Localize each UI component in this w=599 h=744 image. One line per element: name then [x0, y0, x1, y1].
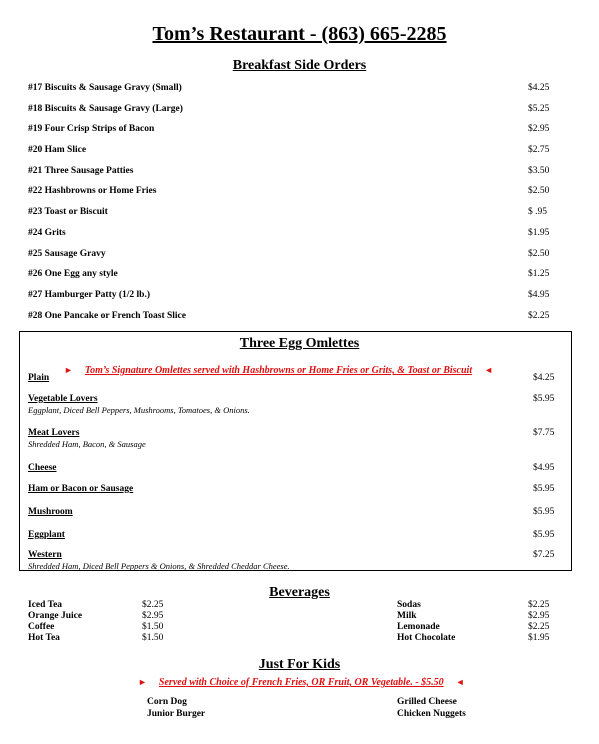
beverage-name: Milk [397, 611, 417, 621]
menu-item-price: $2.25 [528, 311, 550, 321]
omelette-price: $5.95 [533, 530, 555, 540]
menu-item-name: #25 Sausage Gravy [28, 249, 106, 259]
omelette-name: Plain [28, 373, 50, 383]
omelette-price: $5.95 [533, 394, 555, 404]
omelette-name: Mushroom [28, 507, 73, 517]
menu-item-price: $1.25 [528, 269, 550, 279]
kids-heading: Just For Kids [258, 657, 341, 672]
omelette-price: $4.25 [533, 373, 555, 383]
beverage-name: Sodas [397, 600, 421, 610]
beverage-name: Lemonade [397, 622, 440, 632]
menu-item-price: $2.95 [528, 124, 550, 134]
menu-item-price: $2.50 [528, 249, 550, 259]
omelette-note [64, 360, 493, 378]
menu-item-name: #22 Hashbrowns or Home Fries [28, 186, 157, 196]
menu-item-name: #27 Hamburger Patty (1/2 lb.) [28, 290, 150, 300]
arrow-right-icon: ► [64, 365, 73, 375]
kids-note-text: Served with Choice of French Fries, OR Fruit, OR Vegetable. - $5.50 [158, 677, 444, 688]
omelette-name: Ham or Bacon or Sausage [28, 484, 134, 494]
beverage-name: Hot Tea [28, 633, 60, 643]
menu-item-name: #24 Grits [28, 228, 66, 238]
menu-item-price: $2.50 [528, 186, 550, 196]
beverage-price: $2.25 [528, 600, 550, 610]
omelette-name: Cheese [28, 463, 57, 473]
omelette-price: $5.95 [533, 507, 555, 517]
menu-item-price: $ .95 [528, 207, 547, 217]
kids-item: Chicken Nuggets [397, 709, 466, 719]
menu-item-price: $2.75 [528, 145, 550, 155]
omelette-name: Meat Lovers [28, 428, 80, 438]
omelette-name: Vegetable Lovers [28, 394, 98, 404]
menu-item-name: #20 Ham Slice [28, 145, 87, 155]
menu-item-name: #19 Four Crisp Strips of Bacon [28, 124, 155, 134]
page-title: Tom’s Restaurant - (863) 665-2285 [152, 23, 447, 45]
menu-item-name: #23 Toast or Biscuit [28, 207, 108, 217]
arrow-right-icon: ► [138, 677, 147, 687]
beverage-price: $2.95 [142, 611, 164, 621]
omelette-description: Shredded Ham, Bacon, & Sausage [28, 439, 146, 449]
kids-item: Grilled Cheese [397, 697, 457, 707]
arrow-left-icon: ◄ [455, 677, 465, 687]
omelette-price: $5.95 [533, 484, 555, 494]
menu-item-name: #18 Biscuits & Sausage Gravy (Large) [28, 104, 183, 114]
kids-item: Junior Burger [147, 709, 206, 719]
beverages-heading: Beverages [269, 585, 330, 600]
omelette-note-text: Tom’s Signature Omlettes served with Hashbrowns or Home Fries or Grits, & Toast or Biscuit [84, 365, 473, 376]
menu-item-price: $3.50 [528, 166, 550, 176]
beverage-price: $1.50 [142, 622, 164, 632]
omelette-name: Western [28, 550, 62, 560]
beverage-price: $2.25 [528, 622, 550, 632]
menu-item-name: #21 Three Sausage Patties [28, 166, 134, 176]
breakfast-heading: Breakfast Side Orders [232, 58, 367, 73]
menu-item-price: $4.25 [528, 83, 550, 93]
beverage-price: $2.95 [528, 611, 550, 621]
omelette-description: Eggplant, Diced Bell Peppers, Mushrooms, Tomatoes, & Onions. [28, 405, 250, 415]
kids-note [138, 672, 465, 690]
menu-item-price: $1.95 [528, 228, 550, 238]
omelette-price: $7.25 [533, 550, 555, 560]
arrow-left-icon: ◄ [484, 365, 494, 375]
menu-item-name: #28 One Pancake or French Toast Slice [28, 311, 186, 321]
beverage-price: $2.25 [142, 600, 164, 610]
menu-item-price: $5.25 [528, 104, 550, 114]
menu-item-price: $4.95 [528, 290, 550, 300]
beverage-price: $1.50 [142, 633, 164, 643]
menu-item-name: #26 One Egg any style [28, 269, 118, 279]
beverage-price: $1.95 [528, 633, 550, 643]
beverage-name: Coffee [28, 622, 55, 632]
beverage-name: Hot Chocolate [397, 633, 456, 643]
beverage-name: Orange Juice [28, 611, 83, 621]
omelette-heading: Three Egg Omlettes [239, 336, 360, 351]
menu-item-name: #17 Biscuits & Sausage Gravy (Small) [28, 83, 182, 93]
omelette-name: Eggplant [28, 530, 65, 540]
beverage-name: Iced Tea [28, 600, 63, 610]
omelette-price: $4.95 [533, 463, 555, 473]
kids-item: Corn Dog [147, 697, 187, 707]
omelette-price: $7.75 [533, 428, 555, 438]
omelette-description: Shredded Ham, Diced Bell Peppers & Onions, & Shredded Cheddar Cheese. [28, 561, 290, 571]
